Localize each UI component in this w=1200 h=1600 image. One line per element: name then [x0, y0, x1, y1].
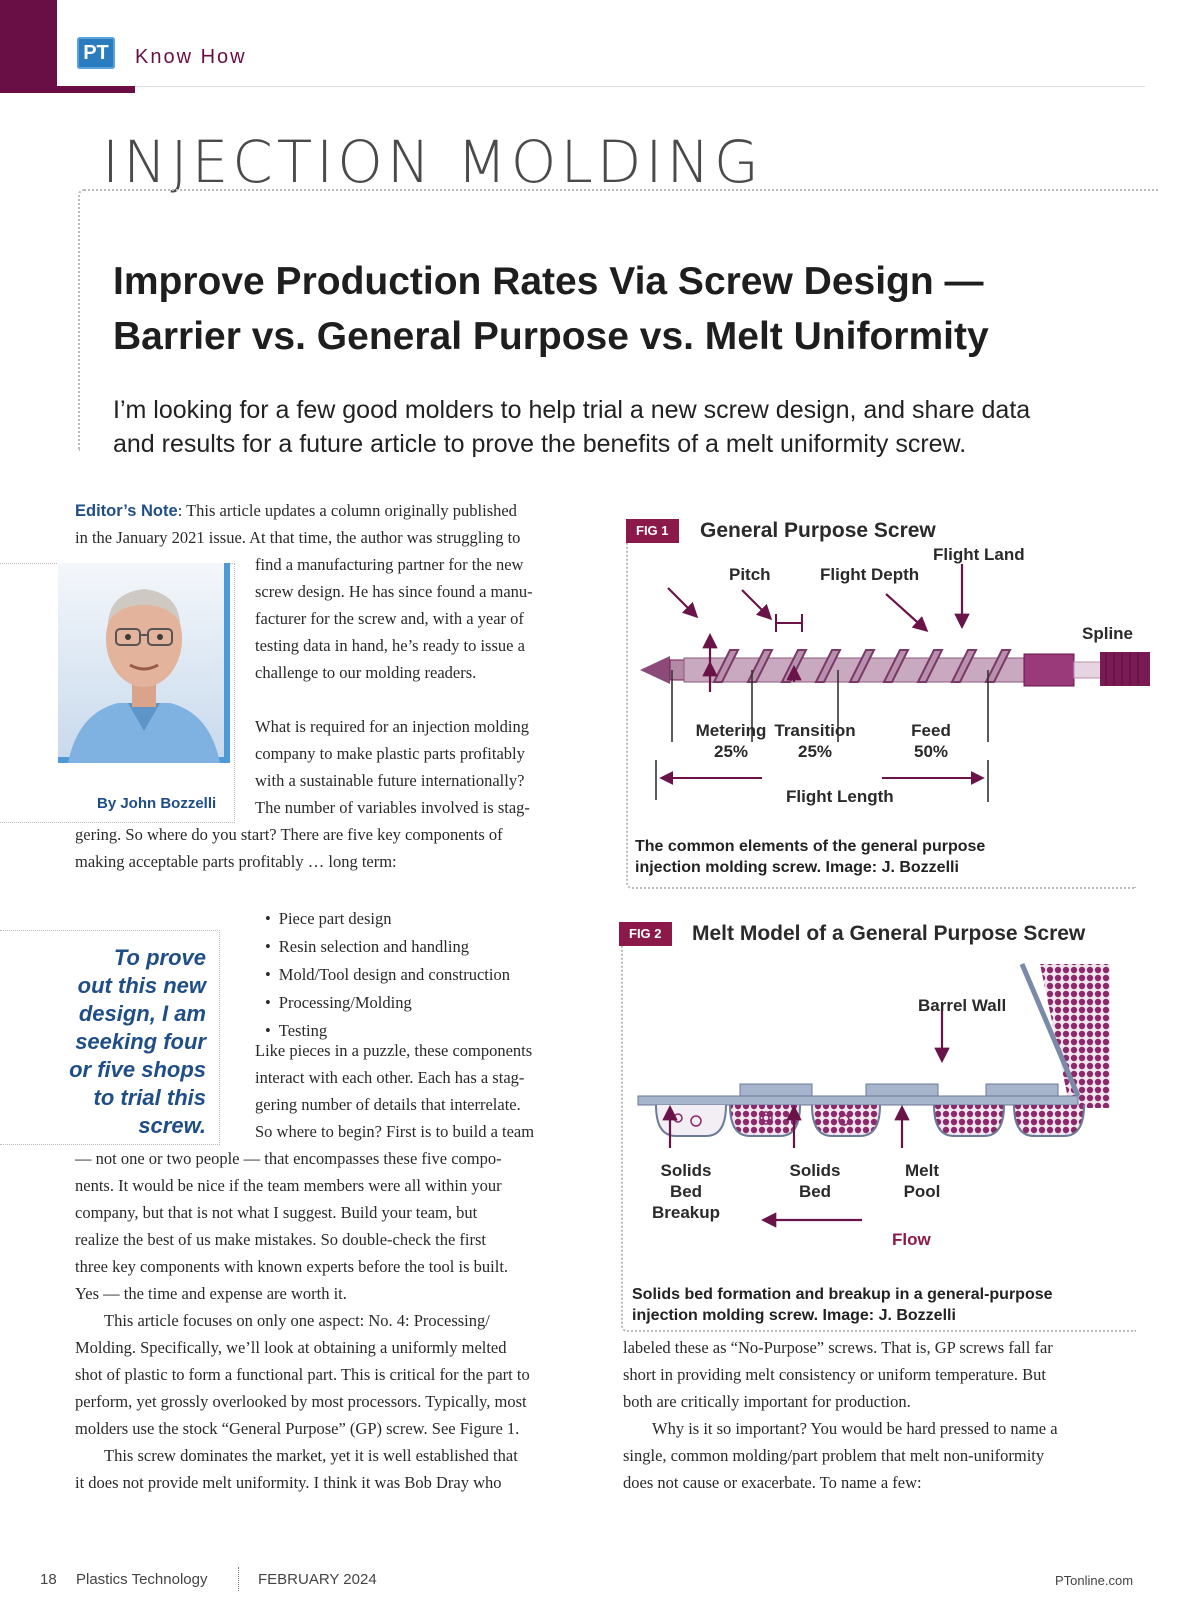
body-line: short in providing melt consistency or uniform temperature. But — [623, 1365, 1046, 1384]
body-line: perform, yet grossly overlooked by most processors. Typically, most — [75, 1392, 527, 1411]
body-line: shot of plastic to form a functional part. This is critical for the part to — [75, 1365, 530, 1384]
body-line: three key components with known experts before the tool is built. — [75, 1257, 509, 1276]
footer-publication: Plastics Technology — [76, 1571, 208, 1588]
byline: By John Bozzelli — [97, 795, 217, 812]
header-accent-underline — [57, 86, 135, 93]
body-line: This screw dominates the market, yet it is well established that — [104, 1446, 518, 1465]
editors-note-line: testing data in hand, he’s ready to issue a — [255, 636, 525, 655]
body-line: What is required for an injection molding — [255, 717, 530, 736]
section-tag: Know How — [135, 46, 247, 68]
body-line: So where to begin? First is to build a team — [255, 1122, 535, 1141]
body-line: both are critically important for production. — [623, 1392, 911, 1411]
label-flight-length: Flight Length — [786, 787, 894, 806]
headline-line: Improve Production Rates Via Screw Design — — [113, 260, 984, 303]
editors-note-line: in the January 2021 issue. At that time, the author was struggling to — [75, 528, 521, 547]
body-line: nents. It would be nice if the team members were all within your — [75, 1176, 502, 1195]
body-line: company, but that is not what I suggest. Build your team, but — [75, 1203, 478, 1222]
body-line: Molding. Specifically, we’ll look at obtaining a uniformly melted — [75, 1338, 507, 1357]
list-item: • Mold/Tool design and construction — [265, 961, 510, 989]
headline-line: Barrier vs. General Purpose vs. Melt Uniformity — [113, 315, 989, 358]
body-line: labeled these as “No-Purpose” screws. That is, GP screws fall far — [623, 1338, 1053, 1357]
label-flow: Flow — [892, 1230, 931, 1249]
editors-note-label: Editor’s Note — [75, 502, 178, 520]
key-components-list — [265, 905, 510, 1045]
article-dek — [113, 393, 1133, 461]
fig1-title: General Purpose Screw — [700, 519, 936, 542]
dek-line: I’m looking for a few good molders to help trial a new screw design, and share data — [113, 396, 1031, 424]
editors-note-line: find a manufacturing partner for the new — [255, 555, 524, 574]
fig2-tag: FIG 2 — [619, 922, 672, 946]
body-line: This article focuses on only one aspect: No. 4: Processing/ — [104, 1311, 490, 1330]
body-line: it does not provide melt uniformity. I think it was Bob Dray who — [75, 1473, 502, 1492]
article-headline — [113, 254, 1133, 364]
header-rule — [135, 86, 1145, 87]
footer-site-link[interactable]: PTonline.com — [1055, 1573, 1134, 1588]
pt-logo: PT — [77, 37, 115, 69]
fig1-screw-diagram — [626, 560, 1160, 820]
label-transition: Transition 25% — [774, 721, 856, 761]
editors-note-line: Editor’s Note: This article updates a column originally published — [75, 501, 517, 520]
editors-note-line: facturer for the screw and, with a year of — [255, 609, 524, 628]
editors-note-line: challenge to our molding readers. — [255, 663, 477, 682]
body-line: making acceptable parts profitably … long term: — [75, 852, 397, 871]
label-pitch: Pitch — [729, 565, 771, 584]
label-barrel-wall: Barrel Wall — [918, 996, 1007, 1015]
editors-note-line: screw design. He has since found a manu- — [255, 582, 533, 601]
fig2-title: Melt Model of a General Purpose Screw — [692, 922, 1086, 945]
dek-line: and results for a future article to prove the benefits of a melt uniformity screw. — [113, 430, 967, 458]
body-line: Yes — the time and expense are worth it. — [75, 1284, 347, 1303]
body-line: does not cause or exacerbate. To name a few: — [623, 1473, 922, 1492]
body-line: realize the best of us make mistakes. So double-check the first — [75, 1230, 486, 1249]
author-photo — [58, 563, 230, 763]
body-line: with a sustainable future internationally? — [255, 771, 525, 790]
body-line: molders use the stock “General Purpose” (GP) screw. See Figure 1. — [75, 1419, 520, 1438]
label-melt-pool: Melt Pool — [903, 1161, 941, 1201]
department-title: INJECTION MOLDING — [102, 128, 763, 196]
body-line: Why is it so important? You would be hard pressed to name a — [652, 1419, 1058, 1438]
page-number: 18 — [40, 1571, 57, 1588]
body-line: company to make plastic parts profitably — [255, 744, 525, 763]
body-line: single, common molding/part problem that melt non-uniformity — [623, 1446, 1045, 1465]
fig1-tag: FIG 1 — [626, 519, 679, 543]
footer-issue: FEBRUARY 2024 — [258, 1571, 377, 1588]
list-item: • Processing/Molding — [265, 989, 510, 1017]
list-item: • Piece part design — [265, 905, 510, 933]
list-item: • Testing — [265, 1017, 510, 1045]
pull-quote: To prove out this new design, I am seeking four or five shops to trial this screw. — [69, 945, 206, 1138]
label-flight-land: Flight Land — [933, 545, 1025, 564]
fig1-caption: The common elements of the general purpose injection molding screw. Image: J. Bozzelli — [635, 838, 986, 876]
body-line: gering. So where do you start? There are five key components of — [75, 825, 503, 844]
list-item: • Resin selection and handling — [265, 933, 510, 961]
footer-divider — [238, 1567, 239, 1591]
label-feed: Feed 50% — [911, 721, 951, 761]
label-metering: Metering 25% — [695, 721, 767, 761]
fig2-caption: Solids bed formation and breakup in a general-purpose injection molding screw. Image: J. Bozzelli — [632, 1286, 1053, 1324]
body-line: interact with each other. Each has a stag- — [255, 1068, 525, 1087]
body-line: — not one or two people — that encompasses these five compo- — [75, 1149, 502, 1168]
body-line: gering number of details that interrelate. — [255, 1095, 521, 1114]
label-flight-depth: Flight Depth — [820, 565, 920, 584]
body-line: Like pieces in a puzzle, these components — [255, 1041, 533, 1060]
header-accent-bar — [0, 0, 57, 93]
label-spline: Spline — [1082, 624, 1134, 643]
label-solids-bed: Solids Bed — [789, 1161, 841, 1201]
label-solids-bed-breakup: Solids Bed Breakup — [651, 1161, 721, 1222]
body-line: The number of variables involved is stag- — [255, 798, 530, 817]
